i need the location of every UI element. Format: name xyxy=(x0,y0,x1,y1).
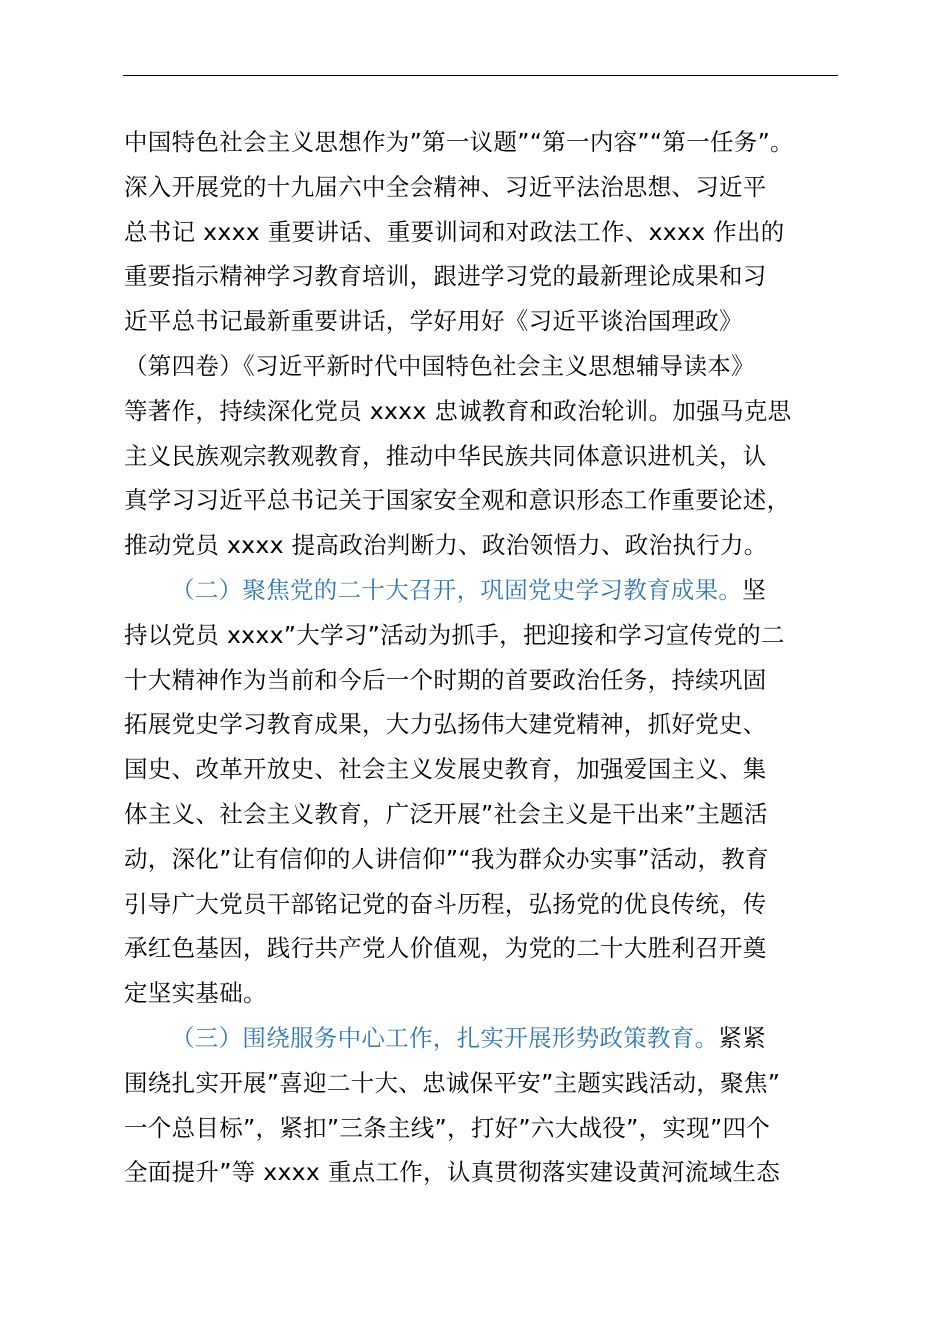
header-rule xyxy=(123,75,838,76)
text-line: 十大精神作为当前和今后一个时期的首要政治任务，持续巩固 xyxy=(124,665,767,694)
section-2-heading: （二）聚焦党的二十大召开，巩固党史学习教育成果。 xyxy=(171,575,743,604)
text-line: 体主义、社会主义教育，广泛开展”社会主义是干出来”主题活 xyxy=(124,799,768,828)
text-line: （第四卷）《习近平新时代中国特色社会主义思想辅导读本》 xyxy=(124,351,755,380)
text-line: 定坚实基础。 xyxy=(124,979,267,1008)
section-3-heading: （三）围绕服务中心工作，扎实开展形势政策教育。 xyxy=(171,1023,719,1052)
text-line: 围绕扎实开展”喜迎二十大、忠诚保平安”主题实践活动，聚焦” xyxy=(124,1068,781,1097)
text-line: 拓展党史学习教育成果，大力弘扬伟大建党精神，抓好党史、 xyxy=(124,710,767,739)
text-line: 持以党员 xxxx”大学习”活动为抓手，把迎接和学习宣传党的二 xyxy=(124,620,785,649)
text-line: 等著作，持续深化党员 xxxx 忠诚教育和政治轮训。加强马克思 xyxy=(124,396,792,425)
text-line: 推动党员 xxxx 提高政治判断力、政治领悟力、政治执行力。 xyxy=(124,531,768,560)
section-2-first-line-rest: 坚 xyxy=(742,575,767,604)
section-3-first-line xyxy=(124,1016,884,1061)
text-line: 承红色基因，践行共产党人价值观，为党的二十大胜利召开奠 xyxy=(124,934,767,963)
text-line: 中国特色社会主义思想作为”第一议题”“第一内容”“第一任务”。 xyxy=(124,128,794,156)
text-line: 真学习习近平总书记关于国家安全观和意识形态工作重要论述， xyxy=(124,486,791,515)
text-line: 近平总书记最新重要讲话，学好用好《习近平谈治国理政》 xyxy=(124,307,743,336)
text-line: 重要指示精神学习教育培训，跟进学习党的最新理论成果和习 xyxy=(124,262,767,291)
text-line: 一个总目标”，紧扣”三条主线”，打好”六大战役”，实现”四个 xyxy=(124,1113,771,1142)
text-line: 深入开展党的十九届六中全会精神、习近平法治思想、习近平 xyxy=(124,172,767,201)
body-text xyxy=(124,120,884,1195)
text-line: 引导广大党员干部铭记党的奋斗历程，弘扬党的优良传统，传 xyxy=(124,889,767,918)
text-line: 国史、改革开放史、社会主义发展史教育，加强爱国主义、集 xyxy=(124,755,767,784)
section-3-first-line-rest: 紧紧 xyxy=(718,1023,767,1052)
text-line: 动，深化”让有信仰的人讲信仰”“我为群众办实事”活动，教育 xyxy=(124,844,769,873)
text-line: 全面提升”等 xxxx 重点工作，认真贯彻落实建设黄河流域生态 xyxy=(124,1158,781,1187)
text-line: 主义民族观宗教观教育，推动中华民族共同体意识进机关，认 xyxy=(124,441,767,470)
text-line: 总书记 xxxx 重要讲话、重要训词和对政法工作、xxxx 作出的 xyxy=(124,217,785,246)
section-2-first-line xyxy=(124,568,884,613)
